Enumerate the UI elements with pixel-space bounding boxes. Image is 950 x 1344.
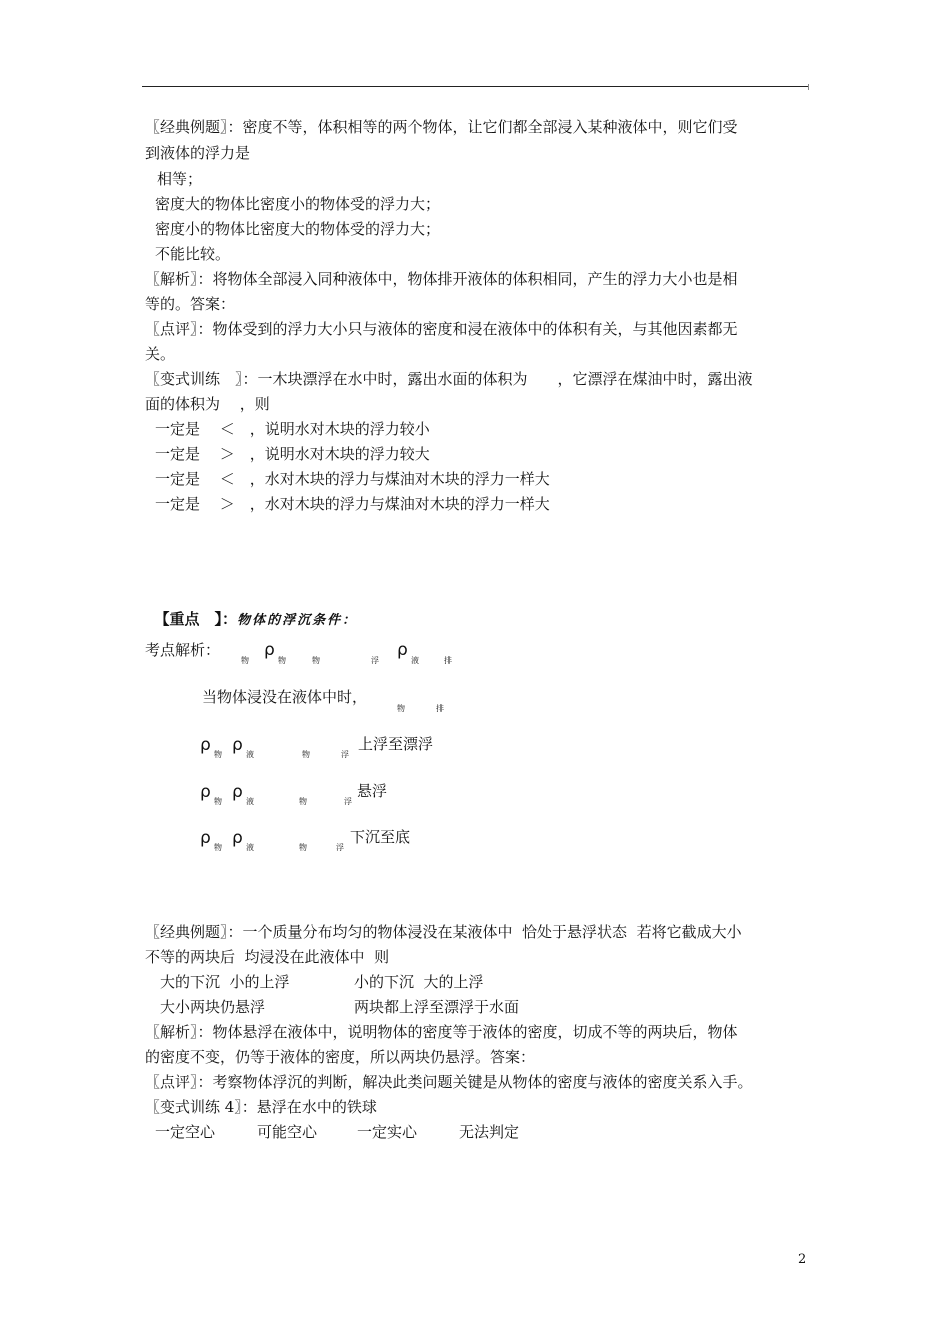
condition-suspend: 悬浮 — [357, 782, 388, 800]
example2-question-line2: 不等的两块后 均浸没在此液体中 则 — [145, 948, 390, 966]
example2-analysis-line2: 的密度不变，仍等于液体的密度，所以两块仍悬浮。答案： — [145, 1048, 536, 1066]
variant-option-b: 一定是 ＞ ，说明水对木块的浮力较大 — [155, 445, 430, 463]
page-number: 2 — [798, 1252, 807, 1267]
variant-option-d: 一定是 ＞ ，水对木块的浮力与煤油对木块的浮力一样大 — [155, 495, 550, 513]
example1-analysis-line1: 〖解析〗：将物体全部浸入同种液体中，物体排开液体的体积相同，产生的浮力大小也是相 — [145, 270, 738, 288]
formula-sub-fu: 浮 — [371, 656, 379, 665]
rho-symbol: ρ — [232, 828, 243, 848]
variant-exercise-line1: 〖变式训练 〗：一木块漂浮在水中时，露出水面的体积为 ，它漂浮在煤油中时，露出液 — [145, 370, 753, 388]
example1-option-a: 相等； — [157, 170, 203, 188]
cond3-sub-wu-2: 物 — [299, 843, 307, 852]
cond3-sub-wu: 物 — [214, 843, 222, 852]
example2-option-a: 大的下沉 小的上浮 — [160, 973, 290, 991]
example2-option-b: 小的下沉 大的上浮 — [354, 973, 484, 991]
cond2-sub-wu: 物 — [214, 797, 222, 806]
header-rule-tick — [808, 84, 809, 90]
rho-symbol: ρ — [264, 640, 275, 660]
variant4-option-d: 无法判定 — [459, 1123, 520, 1141]
example2-review: 〖点评〗：考察物体浮沉的判断，解决此类问题关键是从物体的密度与液体的密度关系入手。 — [145, 1073, 753, 1091]
example1-review-line2: 关。 — [145, 345, 176, 363]
key-point-label: 【重点 】： — [154, 610, 238, 628]
cond1-sub-wu-2: 物 — [302, 750, 310, 759]
analysis-label: 考点解析： — [145, 641, 221, 659]
formula-sub-wu-2: 物 — [278, 656, 286, 665]
formula-sub-ye: 液 — [411, 656, 419, 665]
example2-analysis-line1: 〖解析〗：物体悬浮在液体中，说明物体的密度等于液体的密度，切成不等的两块后，物体 — [145, 1023, 738, 1041]
cond3-sub-ye: 液 — [246, 843, 254, 852]
immersed-sub-pai: 排 — [436, 704, 444, 713]
rho-symbol: ρ — [200, 828, 211, 848]
condition-rise-to-float: 上浮至漂浮 — [358, 735, 434, 753]
key-point-heading — [145, 592, 357, 630]
example1-review-line1: 〖点评〗：物体受到的浮力大小只与液体的密度和浸在液体中的体积有关，与其他因素都无 — [145, 320, 738, 338]
cond2-sub-ye: 液 — [246, 797, 254, 806]
rho-symbol: ρ — [232, 735, 243, 755]
rho-symbol: ρ — [232, 782, 243, 802]
variant-option-c: 一定是 ＜ ，水对木块的浮力与煤油对木块的浮力一样大 — [155, 470, 550, 488]
cond2-sub-wu-2: 物 — [299, 797, 307, 806]
formula-sub-wu-3: 物 — [312, 656, 320, 665]
example1-option-b: 密度大的物体比密度小的物体受的浮力大； — [155, 195, 441, 213]
condition-sink-to-bottom: 下沉至底 — [350, 828, 411, 846]
example1-question-line2: 到液体的浮力是 — [145, 144, 251, 162]
variant4-option-c: 一定实心 — [357, 1123, 418, 1141]
variant-exercise-line2: 面的体积为 ，则 — [145, 395, 270, 413]
formula-sub-pai: 排 — [444, 656, 452, 665]
cond1-sub-fu: 浮 — [341, 750, 349, 759]
cond2-sub-fu: 浮 — [344, 797, 352, 806]
cond1-sub-wu: 物 — [214, 750, 222, 759]
example1-option-d: 不能比较。 — [155, 245, 231, 263]
variant-exercise-4: 〖变式训练 4〗：悬浮在水中的铁球 — [145, 1098, 377, 1116]
example1-analysis-line2: 等的。答案： — [145, 295, 236, 313]
variant4-option-a: 一定空心 — [155, 1123, 216, 1141]
variant-option-a: 一定是 ＜ ，说明水对木块的浮力较小 — [155, 420, 430, 438]
example1-question-line1: 〖经典例题〗：密度不等，体积相等的两个物体，让它们都全部浸入某种液体中，则它们受 — [145, 118, 738, 136]
example2-option-c: 大小两块仍悬浮 — [160, 998, 266, 1016]
cond1-sub-ye: 液 — [246, 750, 254, 759]
cond3-sub-fu: 浮 — [336, 843, 344, 852]
rho-symbol: ρ — [397, 640, 408, 660]
example2-question-line1: 〖经典例题〗：一个质量分布均匀的物体浸没在某液体中 恰处于悬浮状态 若将它截成大小 — [145, 923, 742, 941]
key-point-title: 物体的浮沉条件： — [237, 613, 358, 628]
immersed-sub-wu: 物 — [397, 704, 405, 713]
example2-option-d: 两块都上浮至漂浮于水面 — [354, 998, 520, 1016]
rho-symbol: ρ — [200, 782, 211, 802]
rho-symbol: ρ — [200, 735, 211, 755]
formula-sub-wu-1: 物 — [241, 656, 249, 665]
variant4-option-b: 可能空心 — [257, 1123, 318, 1141]
immersed-condition-text: 当物体浸没在液体中时， — [202, 688, 368, 706]
header-rule — [142, 86, 809, 87]
example1-option-c: 密度小的物体比密度大的物体受的浮力大； — [155, 220, 441, 238]
